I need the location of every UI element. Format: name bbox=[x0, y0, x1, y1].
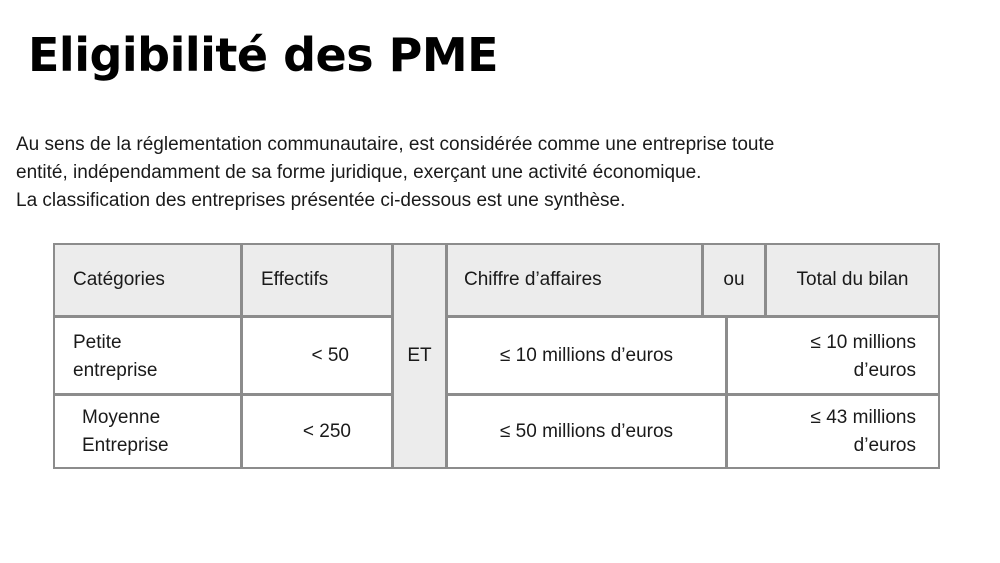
row-2-total-bilan-line2: d’euros bbox=[853, 435, 916, 456]
connector-et-column bbox=[391, 245, 445, 467]
row-2-effectifs-value: < 250 bbox=[302, 420, 351, 442]
header-effectifs-label: Effectifs bbox=[261, 269, 329, 290]
header-categories-label: Catégories bbox=[73, 269, 165, 290]
row-1-total-bilan-line1: ≤ 10 millions bbox=[810, 332, 916, 353]
row-2-chiffre-affaires-value: ≤ 50 millions d’euros bbox=[499, 420, 674, 442]
header-categories bbox=[55, 245, 240, 315]
connector-ou-label: ou bbox=[723, 269, 745, 290]
header-chiffre-affaires-label: Chiffre d’affaires bbox=[464, 269, 602, 290]
row-1-effectifs bbox=[240, 315, 391, 393]
header-total-bilan-label: Total du bilan bbox=[796, 269, 909, 290]
header-connector-ou bbox=[701, 245, 764, 315]
row-1-chiffre-affaires-value: ≤ 10 millions d’euros bbox=[499, 344, 674, 366]
row-2-total-bilan-line1: ≤ 43 millions bbox=[810, 407, 916, 428]
row-2-category bbox=[55, 393, 240, 467]
row-2-total-bilan bbox=[725, 393, 938, 467]
header-chiffre-affaires bbox=[445, 245, 701, 315]
row-1-category bbox=[55, 315, 240, 393]
intro-line-3: La classification des entreprises présentée ci-dessous est une synthèse. bbox=[16, 190, 626, 211]
row-2-effectifs bbox=[240, 393, 391, 467]
row-1-effectifs-value: < 50 bbox=[311, 344, 349, 366]
intro-line-2: entité, indépendamment de sa forme juridique, exerçant une activité économique. bbox=[16, 162, 702, 183]
row-1-chiffre-affaires bbox=[445, 315, 725, 393]
page-title: Eligibilité des PME bbox=[28, 28, 499, 82]
row-1-total-bilan-line2: d’euros bbox=[853, 360, 916, 381]
row-1-category-line1: Petite bbox=[73, 332, 122, 353]
connector-et-label: ET bbox=[407, 345, 432, 366]
sme-classification-table bbox=[53, 243, 940, 469]
header-effectifs bbox=[240, 245, 391, 315]
row-1-category-line2: entreprise bbox=[73, 360, 158, 381]
row-2-chiffre-affaires bbox=[445, 393, 725, 467]
row-2-category-line2: Entreprise bbox=[82, 435, 169, 456]
row-2-category-line1: Moyenne bbox=[82, 407, 161, 428]
intro-paragraph bbox=[16, 131, 994, 215]
header-total-bilan bbox=[764, 245, 938, 315]
row-1-total-bilan bbox=[725, 315, 938, 393]
intro-line-1: Au sens de la réglementation communautaire, est considérée comme une entreprise toute bbox=[16, 134, 775, 155]
